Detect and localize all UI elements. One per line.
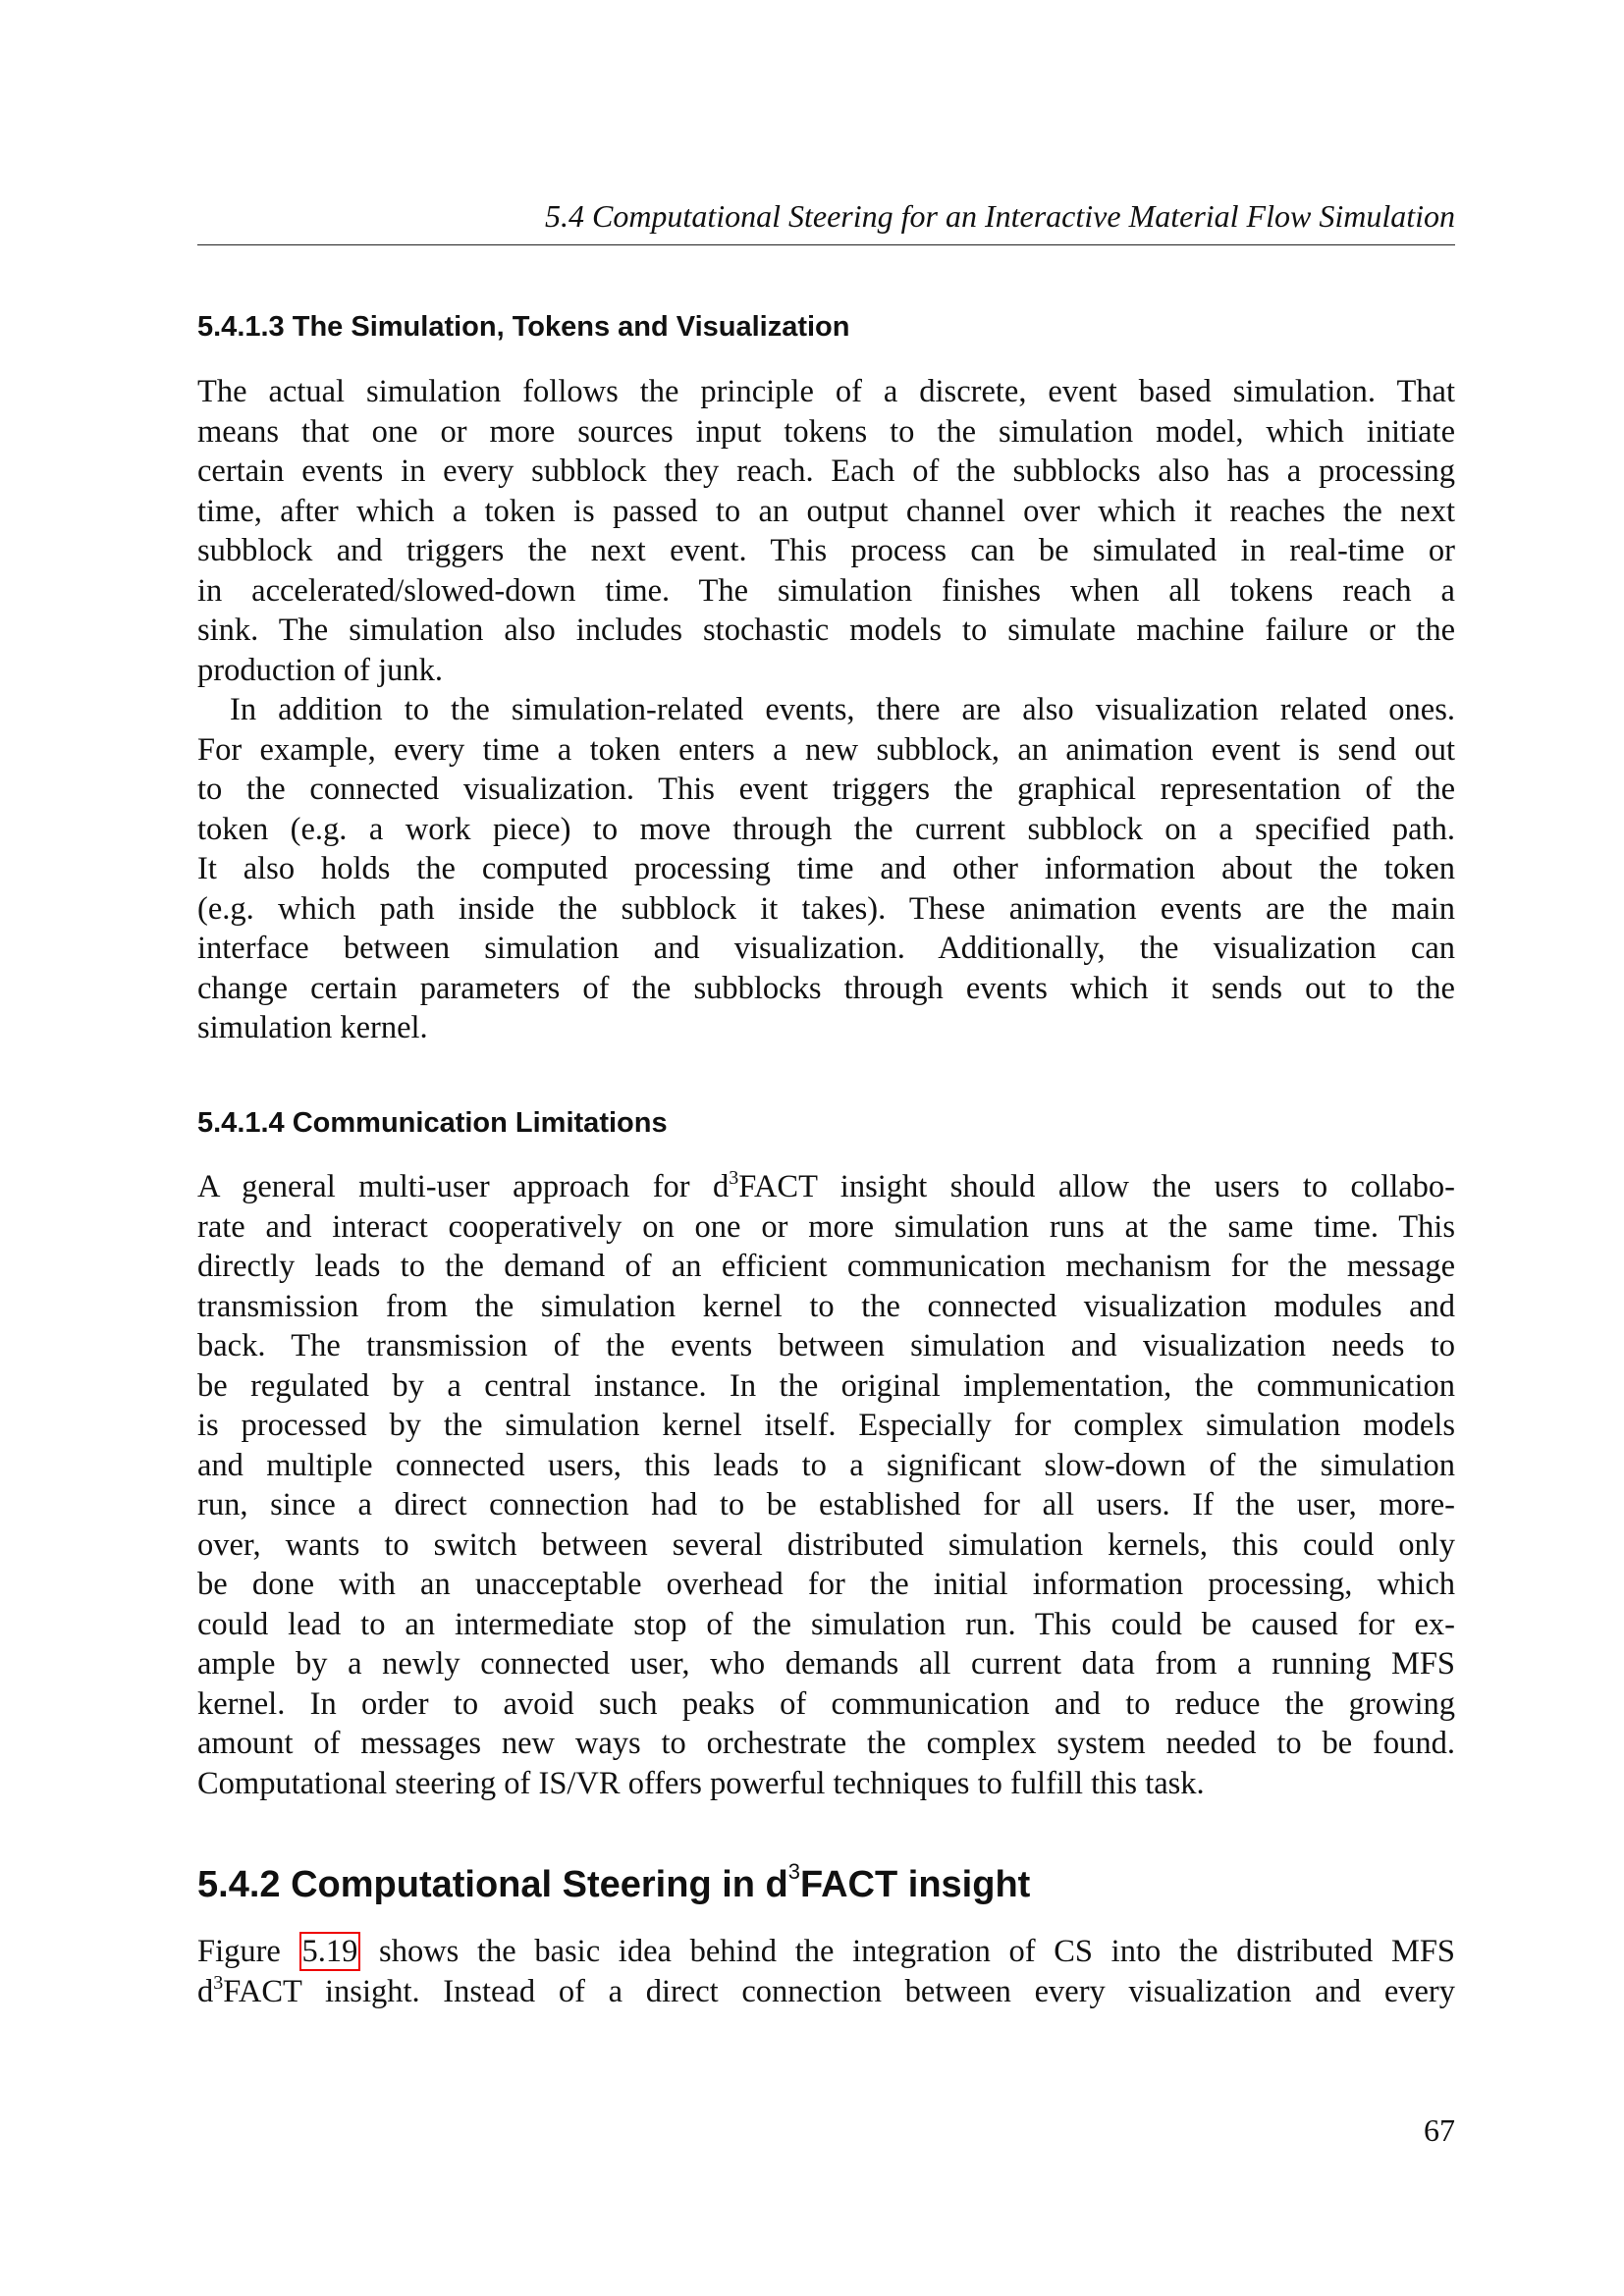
text-line: rate and interact cooperatively on one or more simulation runs at the same time. This bbox=[197, 1208, 1455, 1245]
superscript: 3 bbox=[729, 1167, 739, 1189]
text-line: be done with an unacceptable overhead for the initial information processing, which bbox=[197, 1567, 1455, 1602]
text-line: The actual simulation follows the principle of a discrete, event based simulation. That bbox=[197, 374, 1455, 409]
text-line: means that one or more sources input tokens to the simulation model, which initiate bbox=[197, 413, 1455, 450]
text-line: interface between simulation and visualization. Additionally, the visualization can bbox=[197, 931, 1455, 966]
text-line: Figure 5.19 shows the basic idea behind the integration of CS into the distributed MFS bbox=[197, 1934, 1455, 1969]
text-line: change certain parameters of the subblocks through events which it sends out to the bbox=[197, 970, 1455, 1006]
heading-5-4-1-4: 5.4.1.4 Communication Limitations bbox=[197, 1107, 668, 1139]
text-line: time, after which a token is passed to an output channel over which it reaches the next bbox=[197, 493, 1455, 529]
figure-reference-link[interactable]: 5.19 bbox=[299, 1932, 361, 1971]
text-line: certain events in every subblock they reach. Each of the subblocks also has a processing bbox=[197, 454, 1455, 489]
text-line: ample by a newly connected user, who demands all current data from a running MFS bbox=[197, 1646, 1455, 1682]
text-line: production of junk. bbox=[197, 652, 444, 688]
text-line: over, wants to switch between several distributed simulation kernels, this could only bbox=[197, 1526, 1455, 1563]
text-line: For example, every time a token enters a new subblock, an animation event is send out bbox=[197, 731, 1455, 768]
text-line: subblock and triggers the next event. This process can be simulated in real-time or bbox=[197, 533, 1455, 568]
paragraph-simulation bbox=[197, 372, 1455, 690]
text-line: to the connected visualization. This event triggers the graphical representation of the bbox=[197, 772, 1455, 807]
running-head: 5.4 Computational Steering for an Interactive Material Flow Simulation bbox=[544, 198, 1455, 234]
text-line: directly leads to the demand of an efficient communication mechanism for the message bbox=[197, 1249, 1455, 1284]
text-line: back. The transmission of the events between simulation and visualization needs to bbox=[197, 1328, 1455, 1363]
text-line: is processed by the simulation kernel itself. Especially for complex simulation models bbox=[197, 1408, 1455, 1443]
text-line: sink. The simulation also includes stochastic models to simulate machine failure or the bbox=[197, 613, 1455, 648]
text-line: amount of messages new ways to orchestrate the complex system needed to be found. bbox=[197, 1726, 1455, 1761]
paragraph-computational-steering bbox=[197, 1932, 1455, 2011]
text-line: could lead to an intermediate stop of the simulation run. This could be caused for ex- bbox=[197, 1606, 1455, 1642]
text-line: be regulated by a central instance. In the original implementation, the communication bbox=[197, 1367, 1455, 1404]
superscript: 3 bbox=[787, 1859, 800, 1884]
paragraph-visualization-events bbox=[197, 690, 1455, 1048]
heading-5-4-1-3: 5.4.1.3 The Simulation, Tokens and Visualization bbox=[197, 311, 850, 343]
text-line: run, since a direct connection had to be established for all users. If the user, more- bbox=[197, 1487, 1455, 1522]
text-line: $d^3FACT$ insight. Instead of a direct connection between every visualization and every bbox=[197, 1971, 1455, 2009]
text-line: Computational steering of IS/VR offers powerful techniques to fulfill this task. bbox=[197, 1765, 1205, 1801]
text-line: simulation kernel. bbox=[197, 1010, 428, 1045]
text-line: In addition to the simulation-related events, there are also visualization related ones. bbox=[230, 692, 1455, 727]
text-line: in accelerated/slowed-down time. The simulation finishes when all tokens reach a bbox=[197, 572, 1455, 609]
text-line: token (e.g. a work piece) to move through the current subblock on a specified path. bbox=[197, 811, 1455, 847]
header-rule bbox=[197, 244, 1455, 245]
text-line: (e.g. which path inside the subblock it takes). These animation events are the main bbox=[197, 890, 1455, 927]
text-line: transmission from the simulation kernel to the connected visualization modules and bbox=[197, 1288, 1455, 1324]
text-line: and multiple connected users, this leads to a significant slow-down of the simulation bbox=[197, 1447, 1455, 1483]
text-line: It also holds the computed processing time and other information about the token bbox=[197, 851, 1455, 886]
text-line: kernel. In order to avoid such peaks of communication and to reduce the growing bbox=[197, 1685, 1455, 1722]
superscript: 3 bbox=[213, 1971, 224, 1994]
heading-5-4-2: 5.4.2 Computational Steering in $d^3FACT$ insight bbox=[197, 1859, 1031, 1905]
paragraph-communication-limitations bbox=[197, 1167, 1455, 1803]
text-line: A general multi-user approach for $d^3FACT$ insight should allow the users to collabo- bbox=[197, 1167, 1456, 1204]
page-number: 67 bbox=[1424, 2112, 1455, 2148]
